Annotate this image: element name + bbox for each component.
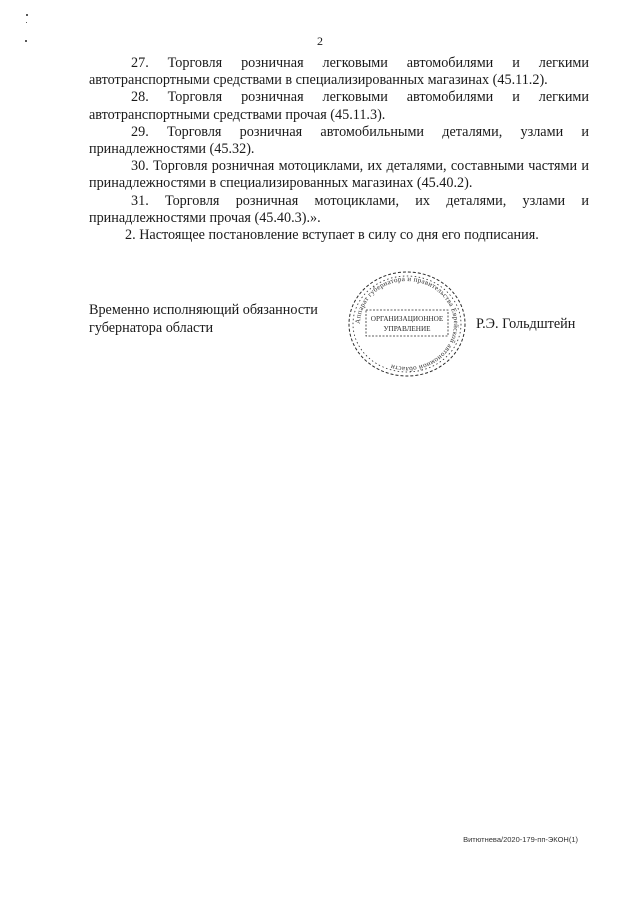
position-line-2: губернатора области (89, 319, 214, 336)
document-reference-code: Витютнева/2020-179-пп-ЭКОН(1) (463, 835, 578, 844)
position-line-1: Временно исполняющий обязанности (89, 302, 318, 318)
list-item-27: 27. Торговля розничная легковыми автомобилями и легкими автотранспортными средствами в специализированных магазинах (45.11.2). (89, 55, 589, 89)
page-number: 2 (317, 34, 323, 48)
scan-speck (26, 22, 27, 23)
list-item-30: 30. Торговля розничная мотоциклами, их деталями, составными частями и принадлежностями в специализированных магазинах (45.40.2). (89, 158, 589, 192)
signatory-name: Р.Э. Гольдштейн (476, 316, 576, 332)
document-body (89, 55, 589, 244)
list-item-29: 29. Торговля розничная автомобильными деталями, узлами и принадлежностями (45.32). (89, 123, 589, 158)
stamp-center-line-2: УПРАВЛЕНИЕ (383, 325, 431, 333)
signatory-position (89, 302, 318, 337)
official-stamp (342, 268, 472, 378)
list-item-31: 31. Торговля розничная мотоциклами, их деталями, узлами и принадлежностями прочая (45.40.3).». (89, 192, 589, 226)
scan-speck (26, 14, 28, 16)
stamp-ring-text: Аппарат губернатора и правительства Еврейской автономной области (353, 274, 461, 374)
final-clause: 2. Настоящее постановление вступает в силу со дня его подписания. (125, 227, 539, 244)
stamp-center-line-1: ОРГАНИЗАЦИОННОЕ (370, 315, 444, 323)
list-item-28: 28. Торговля розничная легковыми автомобилями и легкими автотранспортными средствами прочая (45.11.3). (89, 89, 589, 123)
